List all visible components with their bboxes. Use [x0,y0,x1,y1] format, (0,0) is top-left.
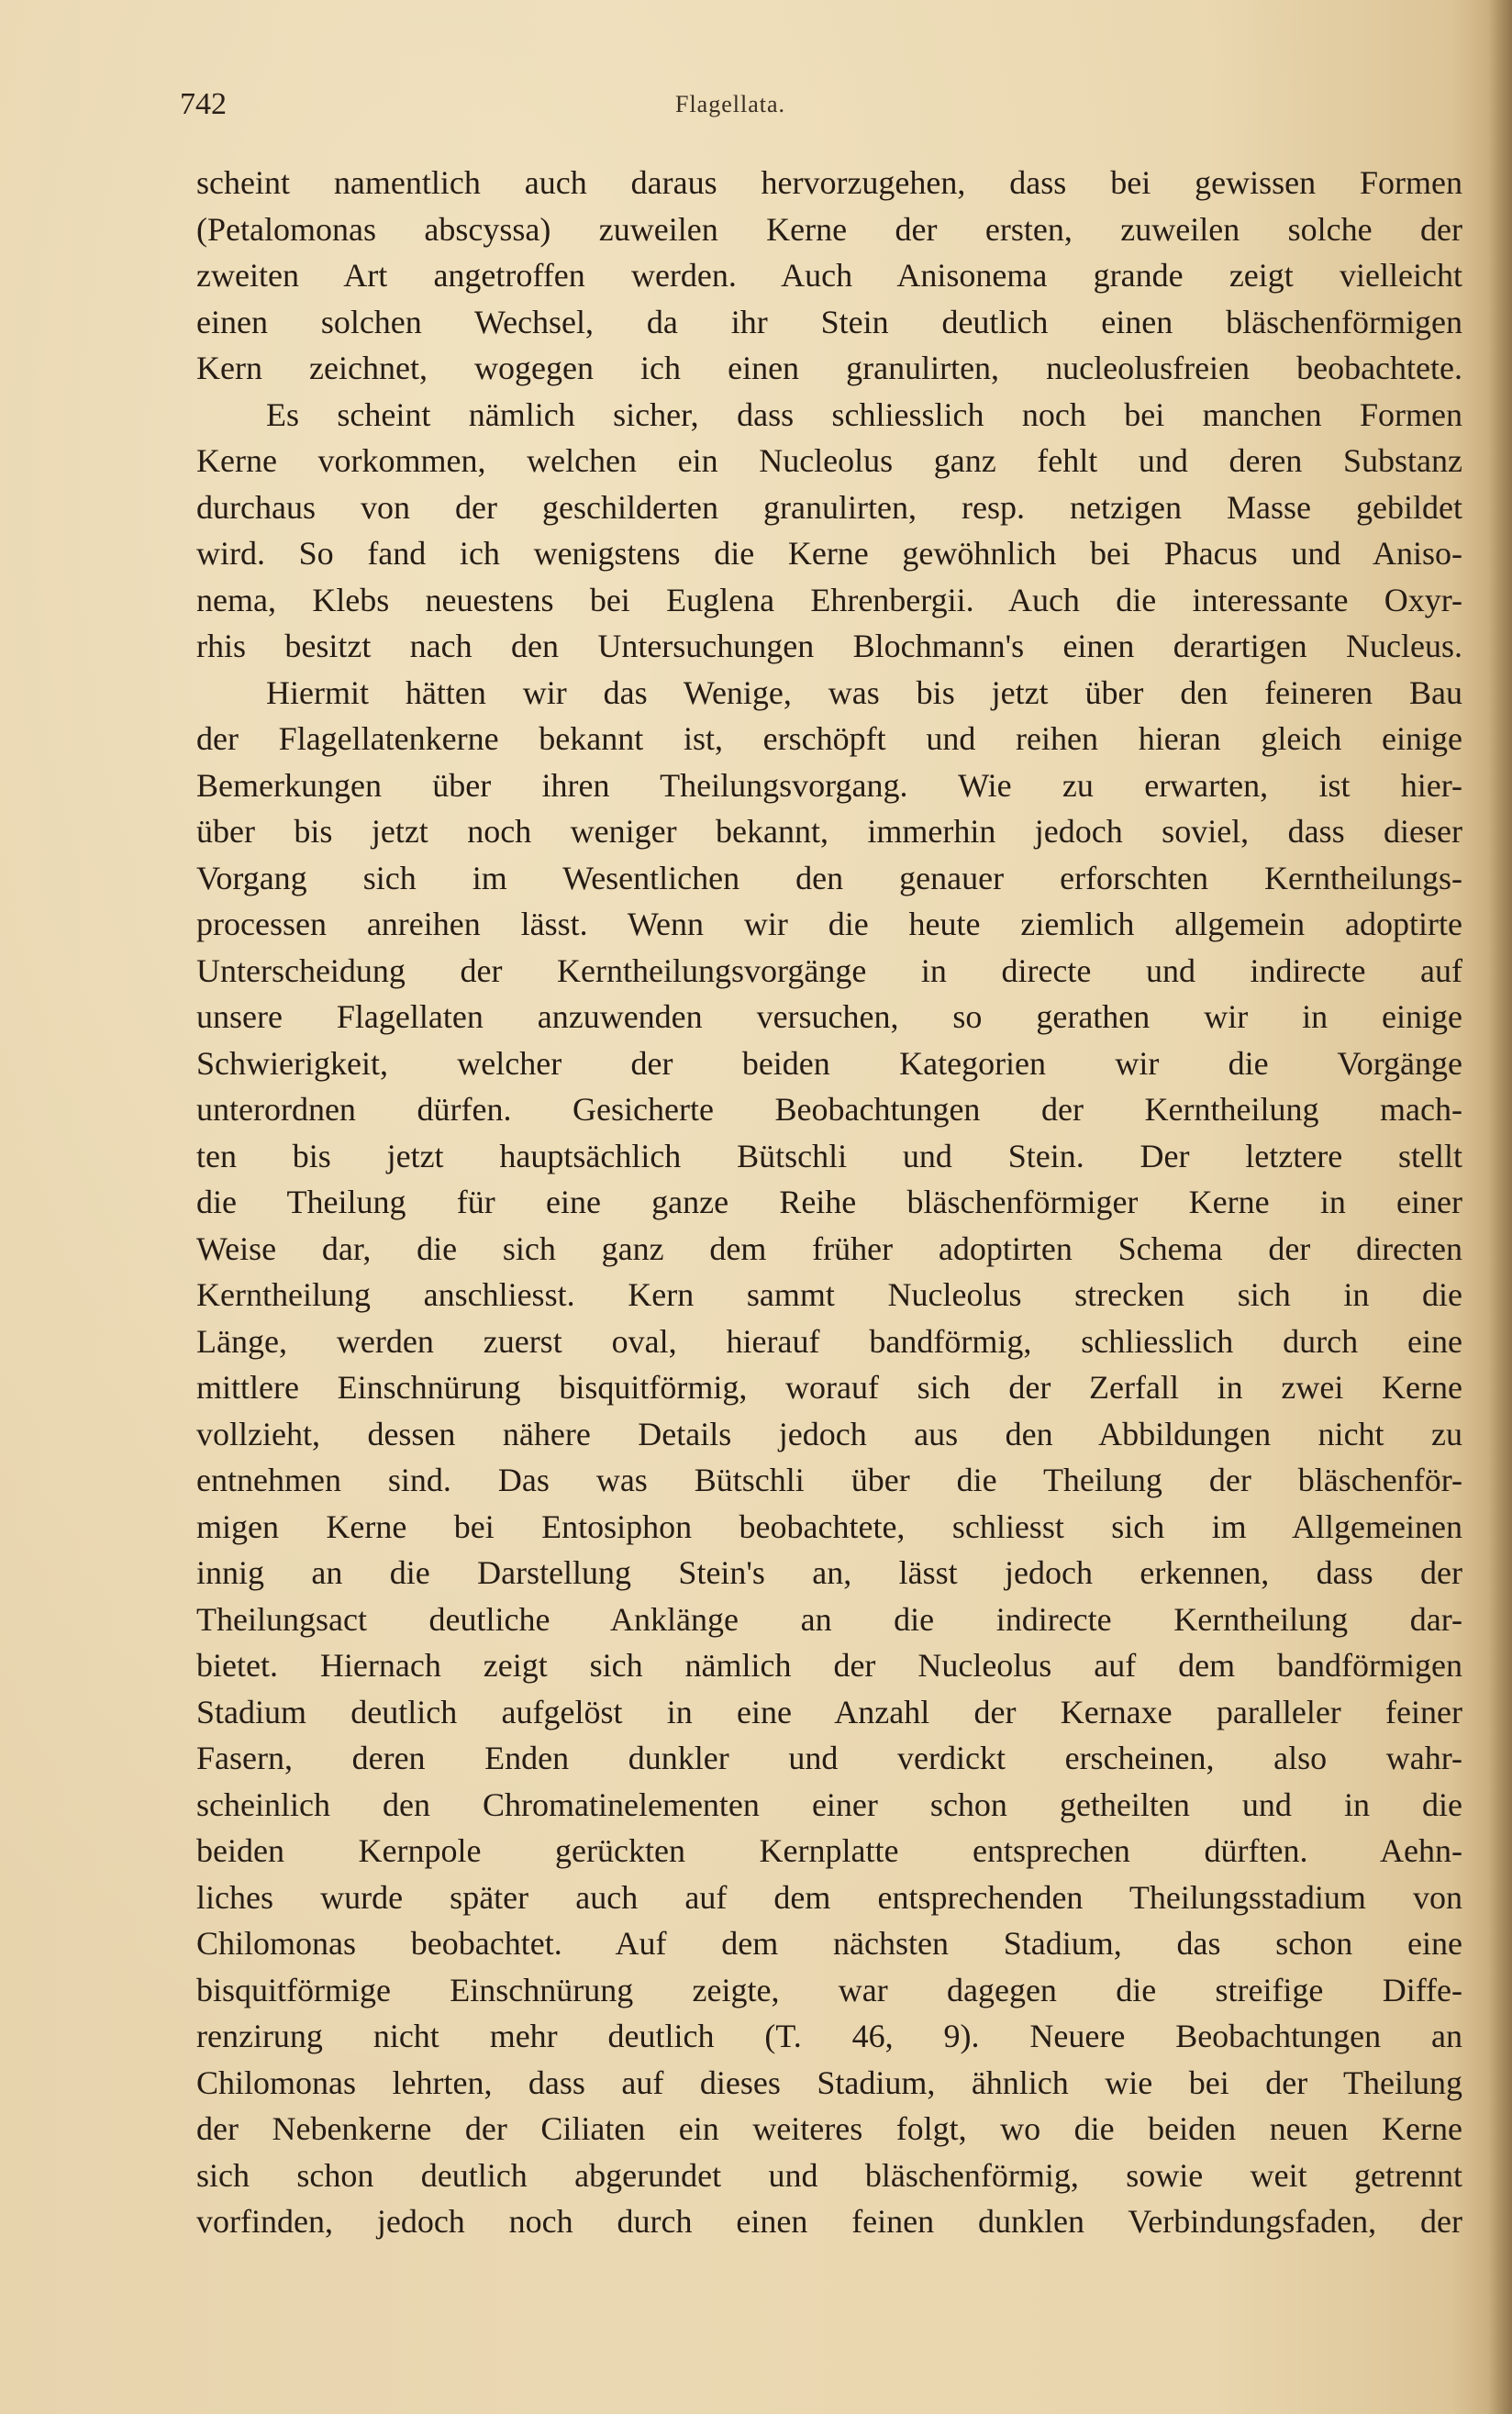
text-line: migen Kerne bei Entosiphon beobachtete, schliesst sich im Allgemeinen [196,1507,1462,1545]
text-line: einen solchen Wechsel, da ihr Stein deutlich einen bläschenförmigen [196,303,1462,340]
text-line: Es scheint nämlich sicher, dass schliesslich noch bei manchen Formen [266,395,1462,433]
text-line: ten bis jetzt hauptsächlich Bütschli und Stein. Der letztere stellt [196,1137,1462,1174]
text-line: Weise dar, die sich ganz dem früher adoptirten Schema der directen [196,1229,1462,1267]
text-line: Unterscheidung der Kerntheilungsvorgänge in directe und indirecte auf [196,951,1462,989]
text-line: nema, Klebs neuestens bei Euglena Ehrenbergii. Auch die interessante Oxyr- [196,581,1462,618]
text-line: scheint namentlich auch daraus hervorzugehen, dass bei gewissen Formen [196,164,1462,201]
text-line: bisquitförmige Einschnürung zeigte, war dagegen die streifige Diffe- [196,1971,1462,2008]
text-line: Theilungsact deutliche Anklänge an die indirecte Kerntheilung dar- [196,1600,1462,1638]
text-line: Bemerkungen über ihren Theilungsvorgang. Wie zu erwarten, ist hier- [196,766,1462,804]
text-line: Kern zeichnet, wogegen ich einen granulirten, nucleolusfreien beobachtete. [196,350,1462,386]
text-line: der Flagellatenkerne bekannt ist, erschöpft und reihen hieran gleich einige [196,720,1462,757]
running-title: Flagellata. [674,91,785,117]
text-line: Stadium deutlich aufgelöst in eine Anzahl der Kernaxe paralleler feiner [196,1693,1462,1730]
text-line: Schwierigkeit, welcher der beiden Kategorien wir die Vorgänge [196,1044,1462,1082]
text-line: Kerntheilung anschliesst. Kern sammt Nucleolus strecken sich in die [196,1276,1462,1313]
running-head [180,87,1455,133]
text-line: vollzieht, dessen nähere Details jedoch aus den Abbildungen nicht zu [196,1415,1462,1452]
text-line: Vorgang sich im Wesentlichen den genauer erforschten Kerntheilungs- [196,859,1462,896]
text-line: Länge, werden zuerst oval, hierauf bandförmig, schliesslich durch eine [196,1322,1462,1360]
text-line: Chilomonas lehrten, dass auf dieses Stadium, ähnlich wie bei der Theilung [196,2064,1462,2101]
text-line: (Petalomonas abscyssa) zuweilen Kerne der ersten, zuweilen solche der [196,210,1462,248]
text-line: die Theilung für eine ganze Reihe bläschenförmiger Kerne in einer [196,1184,1462,1220]
text-line: scheinlich den Chromatinelementen einer schon getheilten und in die [196,1785,1462,1823]
text-line: innig an die Darstellung Stein's an, lässt jedoch erkennen, dass der [196,1554,1462,1591]
body-text [196,160,1462,2245]
text-line: liches wurde später auch auf dem entsprechenden Theilungsstadium von [196,1878,1462,1916]
page-number: 742 [180,87,227,121]
page-edge-shadow [1488,0,1512,2414]
text-line: unterordnen dürfen. Gesicherte Beobachtungen der Kerntheilung mach- [196,1091,1462,1128]
text-line: vorfinden, jedoch noch durch einen feinen dunklen Verbindungsfaden, der [196,2203,1462,2240]
text-line: Fasern, deren Enden dunkler und verdickt erscheinen, also wahr- [196,1740,1462,1776]
text-line: zweiten Art angetroffen werden. Auch Anisonema grande zeigt vielleicht [196,257,1462,294]
text-line: rhis besitzt nach den Untersuchungen Blochmann's einen derartigen Nucleus. [196,628,1462,664]
text-line: entnehmen sind. Das was Bütschli über die Theilung der bläschenför- [196,1462,1462,1498]
text-line: sich schon deutlich abgerundet und bläschenförmig, sowie weit getrennt [196,2156,1462,2194]
text-line: durchaus von der geschilderten granulirten, resp. netzigen Masse gebildet [196,488,1462,526]
text-line: der Nebenkerne der Ciliaten ein weiteres folgt, wo die beiden neuen Kerne [196,2110,1462,2147]
text-line: unsere Flagellaten anzuwenden versuchen, so gerathen wir in einige [196,998,1462,1035]
text-line: renzirung nicht mehr deutlich (T. 46, 9). Neuere Beobachtungen an [196,2018,1462,2054]
text-line: mittlere Einschnürung bisquitförmig, worauf sich der Zerfall in zwei Kerne [196,1369,1462,1406]
text-line: Chilomonas beobachtet. Auf dem nächsten Stadium, das schon eine [196,1925,1462,1962]
text-line: beiden Kernpole gerückten Kernplatte entsprechen dürften. Aehn- [196,1832,1462,1869]
text-line: über bis jetzt noch weniger bekannt, immerhin jedoch soviel, dass dieser [196,813,1462,850]
text-line: wird. So fand ich wenigstens die Kerne gewöhnlich bei Phacus und Aniso- [196,535,1462,572]
text-line: Hiermit hätten wir das Wenige, was bis jetzt über den feineren Bau [266,673,1462,711]
text-line: bietet. Hiernach zeigt sich nämlich der Nucleolus auf dem bandförmigen [196,1647,1462,1684]
text-line: processen anreihen lässt. Wenn wir die heute ziemlich allgemein adoptirte [196,906,1462,942]
text-line: Kerne vorkommen, welchen ein Nucleolus ganz fehlt und deren Substanz [196,442,1462,479]
